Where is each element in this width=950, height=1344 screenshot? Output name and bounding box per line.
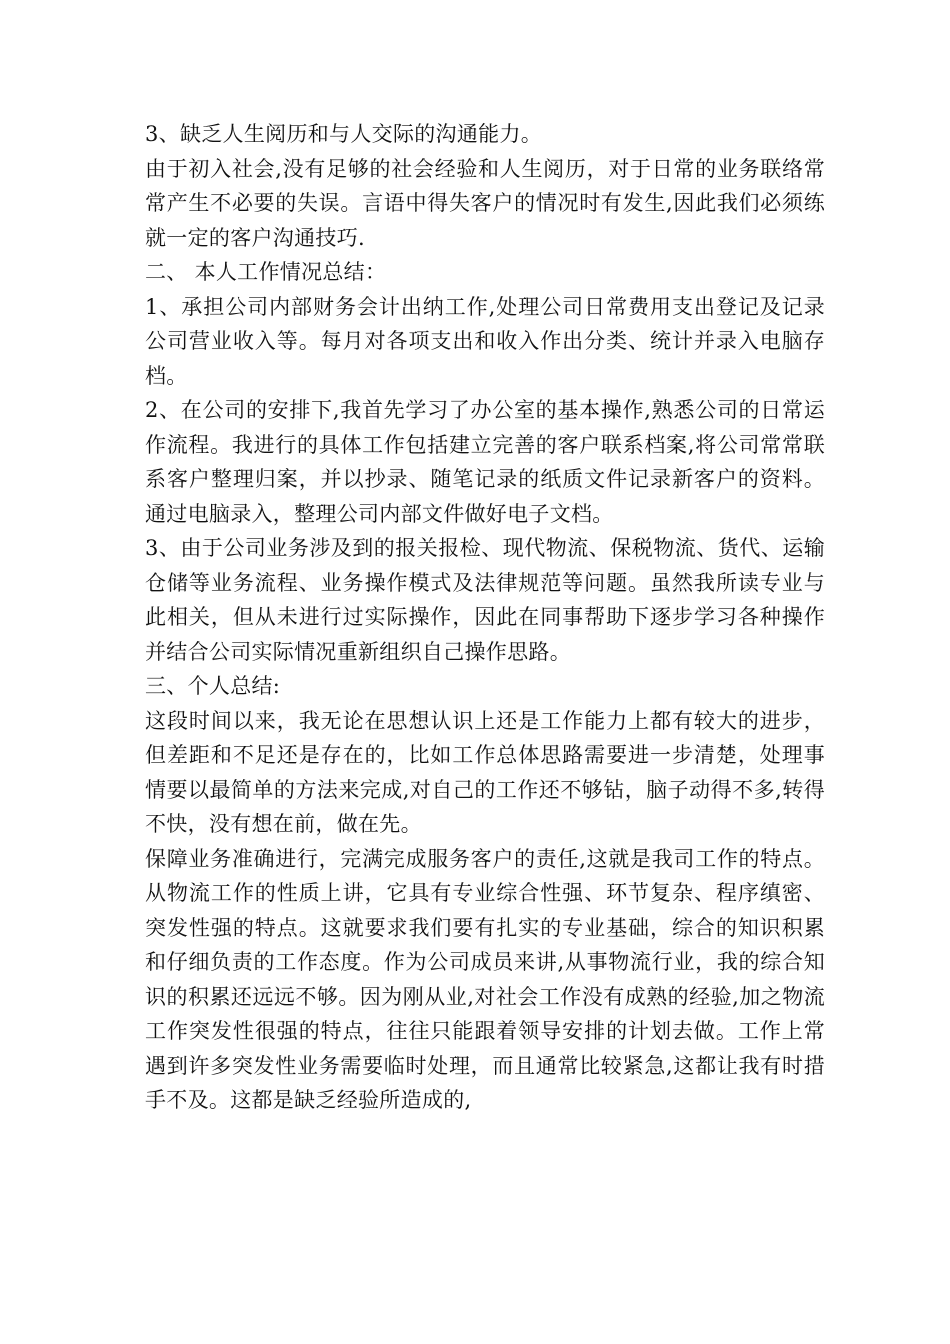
paragraph-logistics: 保障业务准确进行，完满完成服务客户的责任,这就是我司工作的特点。从物流工作的性质上讲，它具有专业综合性强、环节复杂、程序缜密、突发性强的特点。这就要求我们要有扎实的专业基础，综合的知识积累和仔细负责的工作态度。作为公司成员来讲,从事物流行业，我的综合知识的积累还远远不够。因为刚从业,对社会工作没有成熟的经验,加之物流工作突发性很强的特点，往往只能跟着领导安排的计划去做。工作上常遇到许多突发性业务需要临时处理，而且通常比较紧急,这都让我有时措手不及。这都是缺乏经验所造成的,: [145, 846, 825, 1112]
work-item-1: 1、承担公司内部财务会计出纳工作,处理公司日常费用支出登记及记录公司营业收入等。每月对各项支出和收入作出分类、统计并录入电脑存档。: [145, 294, 825, 388]
work-item-3: 3、由于公司业务涉及到的报关报检、现代物流、保税物流、货代、运输仓储等业务流程、业务操作模式及法律规范等问题。虽然我所读专业与此相关，但从未进行过实际操作，因此在同事帮助下逐步学习各种操作并结合公司实际情况重新组织自己操作思路。: [145, 536, 825, 664]
document-body: [145, 117, 825, 1118]
work-item-2: 2、在公司的安排下,我首先学习了办公室的基本操作,熟悉公司的日常运作流程。我进行的具体工作包括建立完善的客户联系档案,将公司常常联系客户整理归案，并以抄录、随笔记录的纸质文件记录新客户的资料。通过电脑录入，整理公司内部文件做好电子文档。: [145, 398, 825, 526]
paragraph-progress: 这段时间以来，我无论在思想认识上还是工作能力上都有较大的进步，但差距和不足还是存在的，比如工作总体思路需要进一步清楚，处理事情要以最简单的方法来完成,对自己的工作还不够钻，脑子动得不多,转得不快，没有想在前，做在先。: [145, 708, 825, 836]
item-3-heading: 3、缺乏人生阅历和与人交际的沟通能力。: [145, 122, 543, 146]
section-2-heading: 二、 本人工作情况总结：: [145, 260, 387, 284]
section-3-heading: 三、个人总结:: [145, 674, 281, 698]
paragraph-social-experience: 由于初入社会,没有足够的社会经验和人生阅历，对于日常的业务联络常常产生不必要的失误。言语中得失客户的情况时有发生,因此我们必须练就一定的客户沟通技巧.: [145, 156, 825, 250]
